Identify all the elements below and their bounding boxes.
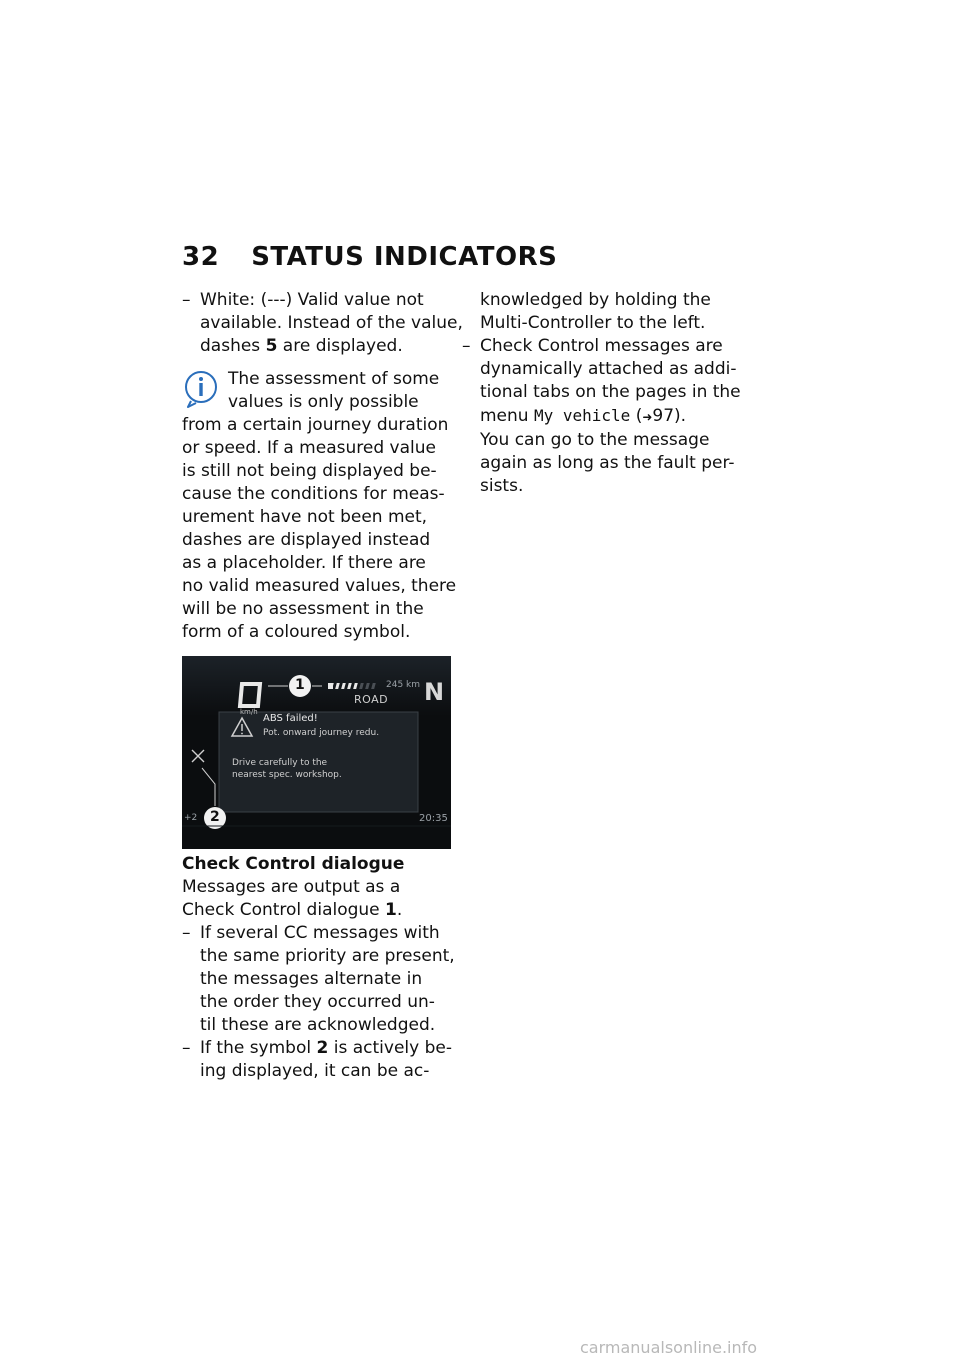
callout-ref-5: 5 [265,336,278,356]
text-line: ing displayed, it can be ac- [200,1061,430,1081]
callout-ref-1: 1 [385,900,397,920]
text-line: from a certain journey duration [182,415,449,435]
right-column [462,289,752,498]
text-line: values is only possible [228,392,419,412]
text-line: White: (---) Valid value not [200,290,424,310]
callout-1: 1 [295,677,305,693]
page-header [182,242,557,272]
check-control-section [182,853,457,1083]
text-line: as a placeholder. If there are [182,553,426,573]
text-line: menu My vehicle (➜97). [480,406,687,426]
text-line: The assessment of some [228,369,440,389]
page-number: 32 [182,242,220,272]
text-line: knowledged by holding the [480,290,711,310]
dash-bullet: – [182,1038,191,1058]
text-line: Check Control messages are [480,336,723,356]
text-line: Multi-Controller to the left. [480,313,706,333]
list-item-white [182,289,463,358]
dash-bullet: – [462,336,471,356]
list-item-symbol [182,1037,457,1083]
text-line: dashes 5 are displayed. [200,336,403,356]
dialog-subtitle: Pot. onward journey redu. [263,728,380,738]
list-item-check-control [462,335,752,498]
info-icon [182,370,220,408]
gear-indicator: N [424,678,445,706]
text-line: the order they occurred un- [200,992,435,1012]
text-line: tional tabs on the pages in the [480,382,741,402]
page-reference[interactable]: 97). [652,406,687,426]
watermark: carmanualsonline.info [580,1338,758,1357]
dialog-title: ABS failed! [263,713,318,724]
instrument-display-figure [182,656,451,849]
text-line: If the symbol 2 is actively be- [200,1038,452,1058]
text-line: will be no assessment in the [182,599,424,619]
text-line: Messages are output as a [182,877,401,897]
text-line: form of a coloured symbol. [182,622,411,642]
speed-unit: km/h [240,708,258,716]
text-line: or speed. If a measured value [182,438,436,458]
text-line: urement have not been met, [182,507,428,527]
dialog-body: Drive carefully to the [232,758,328,768]
text-line: cause the conditions for meas- [182,484,445,504]
list-item-continuation [462,289,752,335]
text-line: Check Control dialogue 1. [182,900,403,920]
info-note [182,368,457,644]
dialog-body: nearest spec. workshop. [232,770,342,780]
page-ref-arrow-icon: ➜ [642,410,653,424]
text-line: dashes are displayed instead [182,530,431,550]
riding-mode: ROAD [354,693,389,706]
dash-bullet: – [182,290,191,310]
text-line: is still not being displayed be- [182,461,437,481]
list-item-several-messages [182,922,457,1037]
section-title: STATUS INDICATORS [251,242,558,272]
clock: 20:35 [419,813,448,824]
range-value: 245 km [386,680,421,690]
text-line: dynamically attached as addi- [480,359,737,379]
callout-ref-2: 2 [316,1038,329,1058]
dash-bullet: – [182,923,191,943]
text-line: no valid measured values, there [182,576,457,596]
menu-name: My vehicle [533,406,631,425]
text-line: sists. [480,476,524,496]
text-line: til these are acknowledged. [200,1015,436,1035]
tab-counter: +2 [184,813,198,823]
text-line: available. Instead of the value, [200,313,463,333]
text-line: If several CC messages with [200,923,440,943]
text-line: the messages alternate in [200,969,423,989]
text-line: You can go to the message [480,430,710,450]
section-heading: Check Control dialogue [182,854,405,874]
text-line: the same priority are present, [200,946,455,966]
text-line: again as long as the fault per- [480,453,735,473]
left-column [182,289,463,644]
callout-2: 2 [210,809,220,825]
